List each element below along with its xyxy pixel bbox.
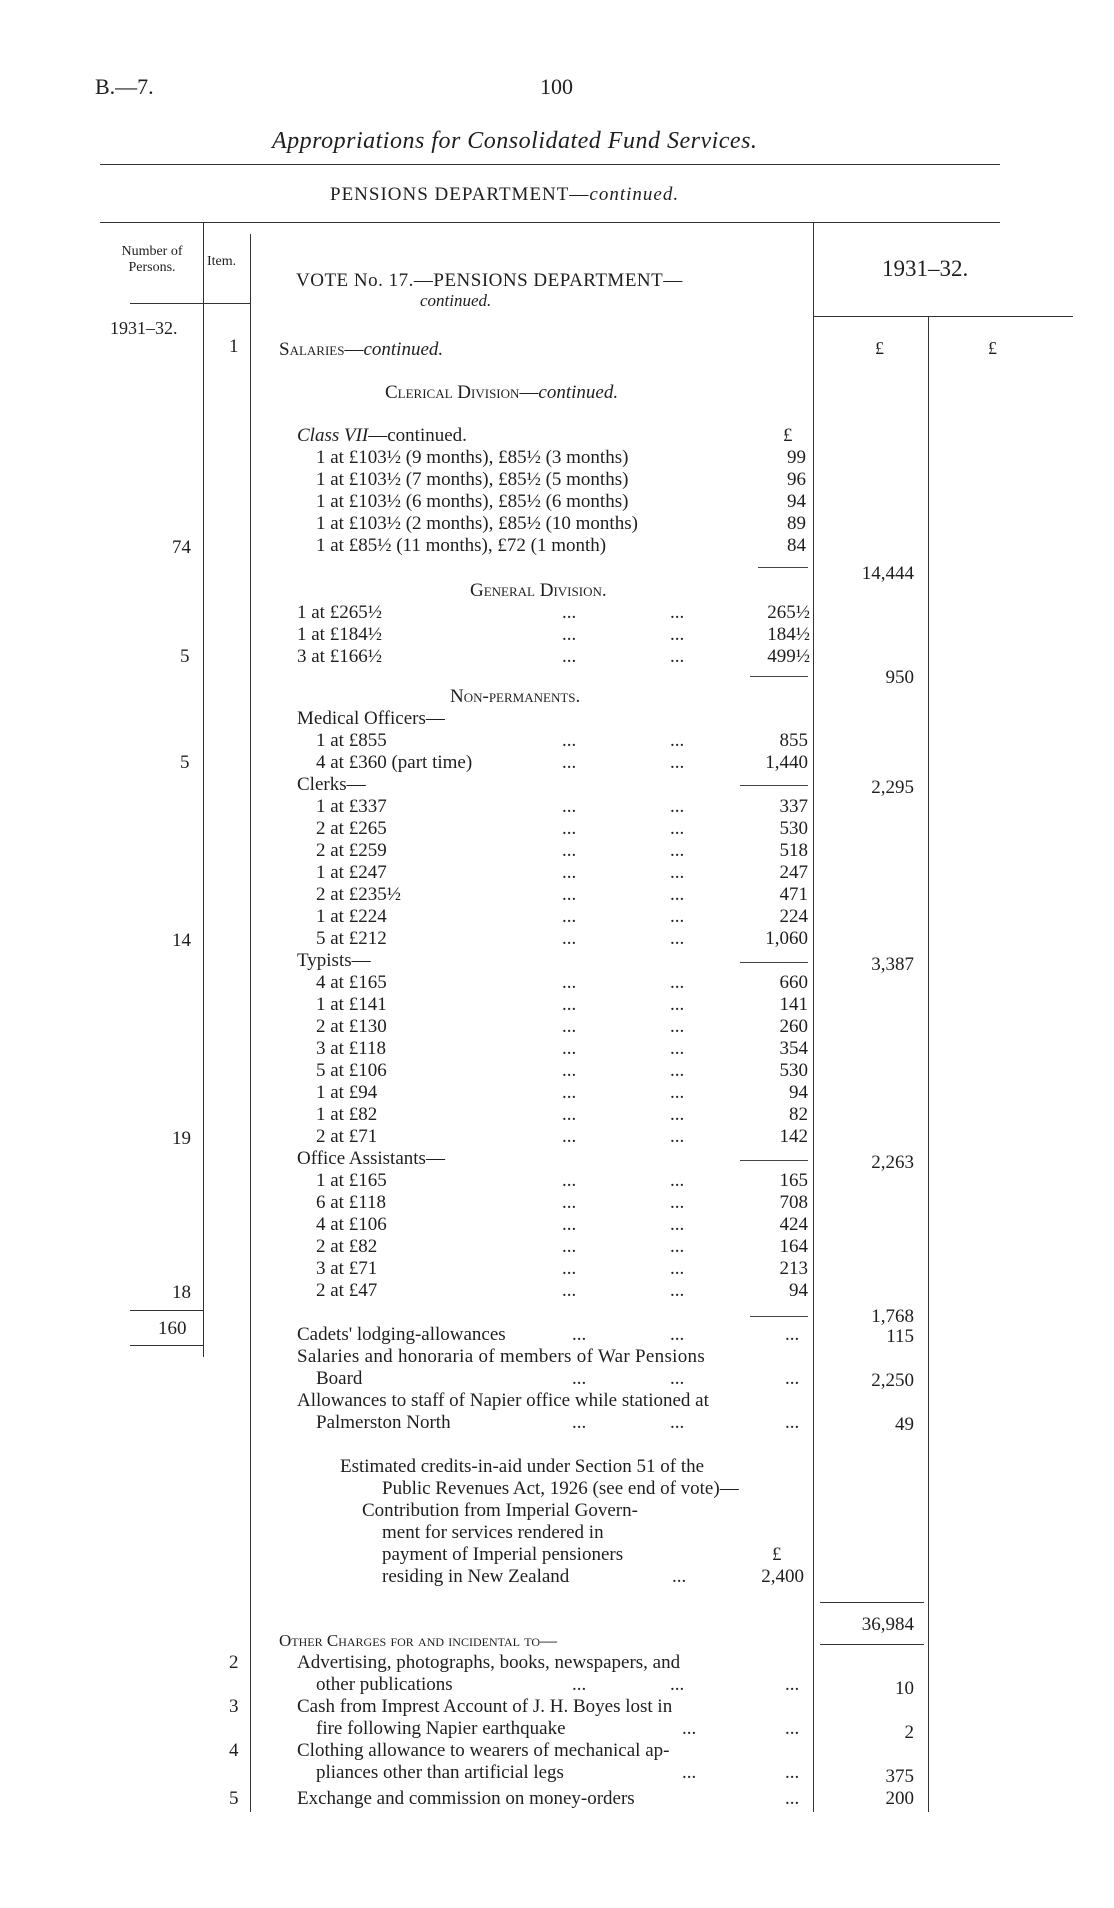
persons-total-rule-bottom	[130, 1345, 203, 1346]
dots: ...	[670, 1038, 685, 1059]
salaries-total: 36,984	[861, 1614, 914, 1635]
dots: ...	[562, 1016, 577, 1037]
dots: ...	[562, 1170, 577, 1191]
table-row-item: 5	[229, 1788, 239, 1809]
list-item: 1 at £141	[316, 994, 387, 1015]
general-persons: 5	[180, 646, 190, 667]
list-item: 5 at £106	[316, 1060, 387, 1081]
list-item-amount: 213	[779, 1258, 808, 1279]
list-item: 2 at £265	[316, 818, 387, 839]
list-item-amount: 184½	[767, 624, 810, 645]
dots: ...	[562, 840, 577, 861]
dots: ...	[562, 906, 577, 927]
list-item-amount: 265½	[767, 602, 810, 623]
list-item-amount: 424	[779, 1214, 808, 1235]
item-number: 1	[229, 336, 239, 357]
list-item: 6 at £118	[316, 1192, 387, 1213]
general-total: 950	[885, 667, 914, 688]
dots: ...	[562, 1082, 577, 1103]
list-item-amount: 660	[779, 972, 808, 993]
dots: ...	[562, 994, 577, 1015]
dots: ...	[572, 1368, 587, 1389]
credits-amount: 2,400	[761, 1566, 804, 1587]
dept-heading-main: PENSIONS DEPARTMENT—	[330, 184, 590, 205]
credits-line: payment of Imperial pensioners	[382, 1544, 624, 1565]
typists-total: 2,263	[871, 1152, 914, 1173]
dots: ...	[670, 1192, 685, 1213]
list-item: 5 at £212	[316, 928, 387, 949]
medical-persons: 5	[180, 752, 190, 773]
list-item-amount: 89	[787, 513, 806, 534]
dots: ...	[672, 1566, 687, 1587]
typists-persons: 19	[172, 1128, 191, 1149]
dots: ...	[670, 796, 685, 817]
dots: ...	[562, 730, 577, 751]
dots: ...	[670, 1214, 685, 1235]
credits-line: Estimated credits-in-aid under Section 51 of the	[340, 1456, 705, 1477]
clerical-persons: 74	[172, 537, 191, 558]
list-item: 1 at £103½ (7 months), £85½ (5 months)	[316, 469, 629, 490]
dots: ...	[670, 1324, 685, 1345]
dots: ...	[785, 1412, 800, 1433]
table-row-text: fire following Napier earthquake	[316, 1718, 566, 1739]
dots: ...	[670, 972, 685, 993]
dots: ...	[562, 972, 577, 993]
dots: ...	[785, 1324, 800, 1345]
col-divider-persons-item	[203, 222, 204, 1357]
list-item: 1 at £855	[316, 730, 387, 751]
dots: ...	[670, 1126, 685, 1147]
list-item-amount: 708	[779, 1192, 808, 1213]
list-item: 1 at £224	[316, 906, 387, 927]
dots: ...	[670, 1674, 685, 1695]
dots: ...	[562, 1126, 577, 1147]
list-item: 2 at £82	[316, 1236, 378, 1257]
table-row-text: Clothing allowance to wearers of mechanical ap-	[297, 1740, 670, 1761]
clerks-total: 3,387	[871, 954, 914, 975]
dots: ...	[572, 1412, 587, 1433]
subtotal-rule	[740, 962, 808, 963]
medical-total: 2,295	[871, 777, 914, 798]
clerks-persons: 14	[172, 930, 191, 951]
other-charges-heading: Other Charges for and incidental to—	[279, 1631, 558, 1650]
napier-line-1: Allowances to staff of Napier office while stationed at	[297, 1390, 709, 1411]
salaries-total-rule-top	[820, 1602, 924, 1603]
dots: ...	[562, 796, 577, 817]
list-item-amount: 94	[789, 1280, 808, 1301]
list-item-amount: 518	[779, 840, 808, 861]
class-label-cont: —continued.	[368, 425, 467, 446]
dots: ...	[670, 818, 685, 839]
dots: ...	[572, 1674, 587, 1695]
table-row-amount: 200	[885, 1788, 914, 1809]
list-item: 1 at £103½ (2 months), £85½ (10 months)	[316, 513, 638, 534]
war-board-line-2: Board	[316, 1368, 363, 1389]
list-item-amount: 94	[787, 491, 806, 512]
persons-header-rule	[130, 303, 203, 304]
list-item: 1 at £85½ (11 months), £72 (1 month)	[316, 535, 607, 556]
dots: ...	[562, 1214, 577, 1235]
list-item-amount: 96	[787, 469, 806, 490]
pound-col-2: £	[988, 338, 997, 358]
dots: ...	[562, 1038, 577, 1059]
table-row-text: Exchange and commission on money-orders	[297, 1788, 635, 1809]
dots: ...	[785, 1718, 800, 1739]
subtotal-rule	[750, 676, 808, 677]
dots: ...	[670, 884, 685, 905]
office-total: 1,768	[871, 1306, 914, 1327]
dots: ...	[562, 1236, 577, 1257]
table-row-amount: 2	[904, 1722, 914, 1743]
clerical-heading-main: Clerical Division—	[385, 382, 539, 403]
list-item: 2 at £259	[316, 840, 387, 861]
list-item-amount: 141	[779, 994, 808, 1015]
dots: ...	[670, 1280, 685, 1301]
dots: ...	[562, 1060, 577, 1081]
class-label	[297, 425, 467, 447]
dots: ...	[562, 1258, 577, 1279]
list-item-amount: 99	[787, 447, 806, 468]
col-divider-amounts	[928, 316, 929, 1812]
dots: ...	[562, 646, 577, 667]
clerks-heading: Clerks—	[297, 774, 366, 795]
vote-title: VOTE No. 17.—PENSIONS DEPARTMENT—	[296, 270, 683, 291]
list-item-amount: 165	[779, 1170, 808, 1191]
list-item: 1 at £265½	[297, 602, 382, 623]
list-item-amount: 142	[779, 1126, 808, 1147]
table-row-text: Cash from Imprest Account of J. H. Boyes lost in	[297, 1696, 673, 1717]
dots: ...	[670, 1170, 685, 1191]
dots: ...	[682, 1762, 697, 1783]
list-item-amount: 224	[779, 906, 808, 927]
dots: ...	[572, 1324, 587, 1345]
war-board-amount: 2,250	[871, 1370, 914, 1391]
header-number-of-persons: Number of Persons.	[121, 244, 183, 275]
list-item: 4 at £106	[316, 1214, 387, 1235]
cadets-amount: 115	[886, 1326, 914, 1347]
header-year: 1931–32.	[882, 256, 969, 281]
dots: ...	[670, 1016, 685, 1037]
list-item-amount: 82	[789, 1104, 808, 1125]
list-item-amount: 855	[779, 730, 808, 751]
dots: ...	[785, 1788, 800, 1809]
page-ref: B.—7.	[95, 74, 154, 99]
list-item: 3 at £166½	[297, 646, 382, 667]
table-row-text: pliances other than artificial legs	[316, 1762, 564, 1783]
dots: ...	[562, 928, 577, 949]
list-item-amount: 337	[779, 796, 808, 817]
dots: ...	[562, 1280, 577, 1301]
list-item-amount: 530	[779, 818, 808, 839]
list-item-amount: 530	[779, 1060, 808, 1081]
table-row-text: Advertising, photographs, books, newspapers, and	[297, 1652, 681, 1673]
page-title: Appropriations for Consolidated Fund Services.	[272, 128, 758, 154]
dots: ...	[670, 624, 685, 645]
dots: ...	[785, 1762, 800, 1783]
list-item: 1 at £184½	[297, 624, 382, 645]
list-item-amount: 260	[779, 1016, 808, 1037]
dots: ...	[670, 994, 685, 1015]
list-item-amount: 471	[779, 884, 808, 905]
dots: ...	[670, 1060, 685, 1081]
credits-line: Contribution from Imperial Govern-	[362, 1500, 638, 1521]
dots: ...	[562, 602, 577, 623]
subtotal-rule	[758, 567, 808, 568]
dots: ...	[562, 624, 577, 645]
list-item: 1 at £103½ (6 months), £85½ (6 months)	[316, 491, 629, 512]
list-item: 1 at £337	[316, 796, 387, 817]
office-persons: 18	[172, 1282, 191, 1303]
table-row-item: 2	[229, 1652, 239, 1673]
dots: ...	[785, 1368, 800, 1389]
dots: ...	[670, 1236, 685, 1257]
list-item: 4 at £165	[316, 972, 387, 993]
credits-line: Public Revenues Act, 1926 (see end of vote)—	[382, 1478, 739, 1499]
dots: ...	[562, 1192, 577, 1213]
dots: ...	[670, 1258, 685, 1279]
title-rule	[100, 164, 1000, 165]
vote-title-cont: continued.	[420, 291, 492, 310]
nonperm-heading: Non-permanents.	[450, 686, 581, 707]
clerical-heading	[385, 382, 618, 404]
dots: ...	[670, 646, 685, 667]
credits-line: residing in New Zealand	[382, 1566, 570, 1587]
dept-heading	[330, 184, 679, 206]
dots: ...	[670, 862, 685, 883]
list-item: 1 at £165	[316, 1170, 387, 1191]
list-item-amount: 1,060	[765, 928, 808, 949]
item-header-rule	[203, 303, 250, 304]
dots: ...	[670, 1104, 685, 1125]
pound-col-1: £	[875, 338, 884, 358]
dots: ...	[562, 1104, 577, 1125]
cadets-text: Cadets' lodging-allowances	[297, 1324, 506, 1345]
subtotal-rule	[750, 1316, 808, 1317]
list-item-amount: 1,440	[765, 752, 808, 773]
dots: ...	[670, 906, 685, 927]
dots: ...	[682, 1718, 697, 1739]
table-row-item: 4	[229, 1740, 239, 1761]
salaries-heading	[279, 339, 443, 361]
dots: ...	[562, 818, 577, 839]
list-item: 2 at £235½	[316, 884, 401, 905]
persons-total-rule-top	[130, 1310, 203, 1311]
napier-amount: 49	[895, 1414, 914, 1435]
list-item: 1 at £94	[316, 1082, 378, 1103]
credits-pound: £	[772, 1544, 782, 1565]
dots: ...	[670, 1368, 685, 1389]
war-board-line-1: Salaries and honoraria of members of War Pensions	[297, 1346, 706, 1367]
credits-line: ment for services rendered in	[382, 1522, 604, 1543]
list-item-amount: 84	[787, 535, 806, 556]
persons-year: 1931–32.	[110, 318, 178, 338]
dots: ...	[785, 1674, 800, 1695]
list-item: 3 at £71	[316, 1258, 378, 1279]
dots: ...	[670, 1082, 685, 1103]
medical-heading: Medical Officers—	[297, 708, 445, 729]
table-row-amount: 375	[885, 1766, 914, 1787]
dept-heading-cont: continued.	[589, 184, 680, 205]
list-item: 2 at £130	[316, 1016, 387, 1037]
subtotal-rule	[740, 785, 808, 786]
list-item-amount: 94	[789, 1082, 808, 1103]
salaries-heading-cont: continued.	[363, 339, 444, 360]
year-header-rule	[813, 316, 1073, 317]
dots: ...	[562, 752, 577, 773]
dots: ...	[670, 840, 685, 861]
table-row-text: other publications	[316, 1674, 453, 1695]
list-item-amount: 247	[779, 862, 808, 883]
list-item: 1 at £247	[316, 862, 387, 883]
clerical-heading-cont: continued.	[538, 382, 619, 403]
dots: ...	[670, 1412, 685, 1433]
total-persons: 160	[158, 1318, 187, 1339]
page-number: 100	[540, 74, 573, 99]
napier-line-2: Palmerston North	[316, 1412, 451, 1433]
list-item-amount: 499½	[767, 646, 810, 667]
general-heading: General Division.	[470, 580, 607, 601]
subtotal-rule	[740, 1160, 808, 1161]
col-divider-desc-amounts	[813, 222, 814, 1812]
dots: ...	[670, 730, 685, 751]
table-row-amount: 10	[895, 1678, 914, 1699]
list-item: 2 at £47	[316, 1280, 378, 1301]
typists-heading: Typists—	[297, 950, 371, 971]
salaries-heading-main: Salaries—	[279, 339, 364, 360]
class-label-main: Class VII	[297, 425, 369, 446]
clerical-total: 14,444	[861, 563, 914, 584]
dots: ...	[670, 752, 685, 773]
dots: ...	[670, 928, 685, 949]
list-item: 4 at £360 (part time)	[316, 752, 473, 773]
dots: ...	[562, 862, 577, 883]
list-item-amount: 164	[779, 1236, 808, 1257]
office-heading: Office Assistants—	[297, 1148, 445, 1169]
header-item: Item.	[207, 254, 237, 269]
dots: ...	[562, 884, 577, 905]
list-item: 3 at £118	[316, 1038, 387, 1059]
class-pound: £	[783, 425, 793, 446]
list-item-amount: 354	[779, 1038, 808, 1059]
table-row-item: 3	[229, 1696, 239, 1717]
dots: ...	[670, 602, 685, 623]
table-top-rule	[100, 222, 1000, 223]
col-divider-item-desc	[250, 234, 251, 1812]
list-item: 1 at £103½ (9 months), £85½ (3 months)	[316, 447, 629, 468]
salaries-total-rule-bottom	[820, 1644, 924, 1645]
list-item: 1 at £82	[316, 1104, 378, 1125]
list-item: 2 at £71	[316, 1126, 378, 1147]
